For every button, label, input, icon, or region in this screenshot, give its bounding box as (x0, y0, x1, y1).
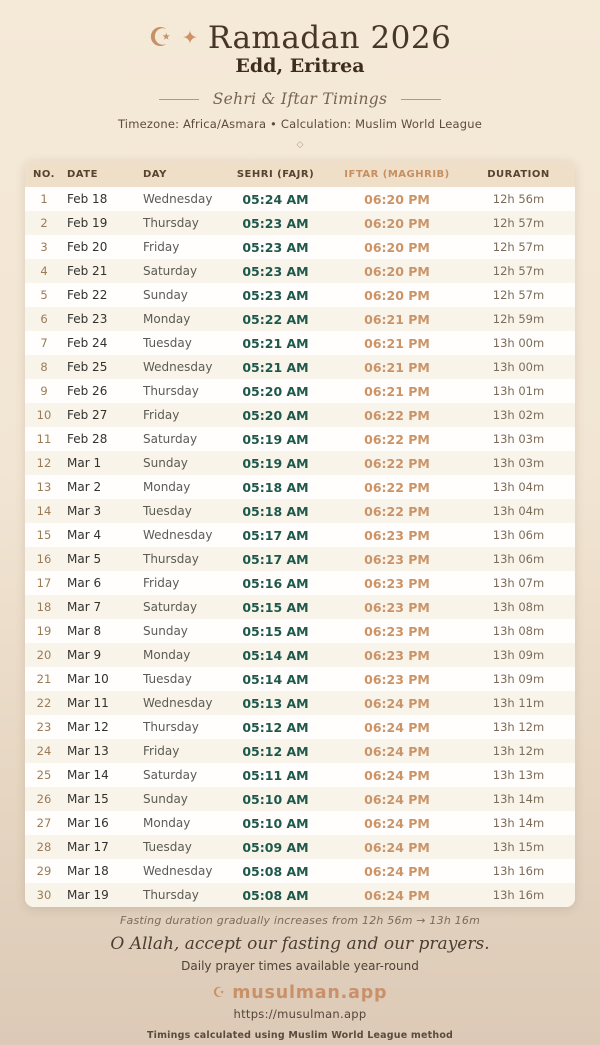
cell-date: Mar 19 (67, 888, 109, 902)
cell-no: 28 (36, 840, 52, 854)
cell-duration: 12h 57m (492, 264, 545, 278)
cell-sehri: 05:19 AM (242, 431, 309, 447)
cell-sehri: 05:21 AM (242, 335, 309, 351)
cell-day: Wednesday (143, 192, 213, 206)
cell-duration: 13h 14m (492, 816, 545, 830)
cell-iftar: 06:21 PM (364, 359, 430, 375)
cell-iftar: 06:24 PM (364, 743, 430, 759)
table-row (25, 835, 575, 859)
cell-day: Thursday (143, 384, 199, 398)
cell-date: Mar 8 (67, 624, 102, 638)
cell-duration: 13h 12m (492, 744, 545, 758)
table-row (25, 523, 575, 547)
cell-sehri: 05:18 AM (242, 503, 309, 519)
cell-no: 18 (36, 600, 52, 614)
cell-no: 24 (36, 744, 52, 758)
cell-date: Mar 5 (67, 552, 102, 566)
column-header-no: NO. (25, 161, 63, 187)
cell-duration: 13h 03m (492, 456, 545, 470)
cell-date: Mar 4 (67, 528, 102, 542)
title-row (0, 20, 600, 56)
cell-iftar: 06:22 PM (364, 431, 430, 447)
page-header (0, 0, 600, 150)
cell-iftar: 06:23 PM (364, 671, 430, 687)
cell-duration: 13h 08m (492, 600, 545, 614)
cell-duration: 13h 04m (492, 504, 545, 518)
table-row (25, 739, 575, 763)
cell-date: Mar 18 (67, 864, 109, 878)
cell-sehri: 05:17 AM (242, 527, 309, 543)
cell-date: Feb 24 (67, 336, 108, 350)
cell-day: Sunday (143, 624, 188, 638)
cell-duration: 13h 14m (492, 792, 545, 806)
cell-sehri: 05:24 AM (242, 191, 309, 207)
cell-day: Friday (143, 576, 180, 590)
cell-day: Monday (143, 312, 191, 326)
table-row (25, 187, 575, 211)
table-row (25, 403, 575, 427)
cell-day: Thursday (143, 552, 199, 566)
table-row (25, 811, 575, 835)
table-row (25, 643, 575, 667)
subtitle: Sehri & Iftar Timings (212, 90, 388, 108)
table-row (25, 619, 575, 643)
subtitle-row (0, 90, 600, 108)
cell-day: Monday (143, 648, 191, 662)
cell-day: Wednesday (143, 696, 213, 710)
cell-day: Thursday (143, 888, 199, 902)
cell-date: Mar 17 (67, 840, 109, 854)
cell-date: Mar 1 (67, 456, 102, 470)
column-header-duration: DURATION (462, 161, 575, 187)
cell-sehri: 05:20 AM (242, 407, 309, 423)
cell-day: Wednesday (143, 528, 213, 542)
cell-day: Saturday (143, 432, 198, 446)
cell-no: 25 (36, 768, 52, 782)
cell-sehri: 05:16 AM (242, 575, 309, 591)
cell-no: 12 (36, 456, 52, 470)
cell-sehri: 05:21 AM (242, 359, 309, 375)
cell-day: Friday (143, 240, 180, 254)
cell-no: 29 (36, 864, 52, 878)
cell-iftar: 06:23 PM (364, 551, 430, 567)
table-row (25, 451, 575, 475)
cell-day: Monday (143, 480, 191, 494)
column-header-iftar: IFTAR (MAGHRIB) (332, 161, 462, 187)
cell-date: Feb 27 (67, 408, 108, 422)
divider-line-left (159, 99, 199, 100)
table-row (25, 235, 575, 259)
table-row (25, 667, 575, 691)
cell-iftar: 06:24 PM (364, 815, 430, 831)
cell-no: 7 (40, 336, 48, 350)
cell-sehri: 05:08 AM (242, 863, 309, 879)
page-title: Ramadan 2026 (207, 20, 452, 56)
cell-sehri: 05:10 AM (242, 791, 309, 807)
cell-duration: 13h 00m (492, 336, 545, 350)
brand-link[interactable] (0, 983, 600, 1003)
cell-iftar: 06:21 PM (364, 311, 430, 327)
cell-duration: 12h 56m (492, 192, 545, 206)
cell-no: 6 (40, 312, 48, 326)
cell-date: Mar 7 (67, 600, 102, 614)
cell-iftar: 06:22 PM (364, 503, 430, 519)
table-row (25, 595, 575, 619)
cell-sehri: 05:17 AM (242, 551, 309, 567)
column-header-date: DATE (63, 161, 139, 187)
table-row (25, 715, 575, 739)
diamond-ornament-icon: ◇ (296, 140, 304, 150)
column-header-day: DAY (139, 161, 219, 187)
cell-day: Monday (143, 816, 191, 830)
cell-day: Sunday (143, 792, 188, 806)
cell-sehri: 05:13 AM (242, 695, 309, 711)
cell-duration: 13h 16m (492, 864, 545, 878)
cell-no: 8 (40, 360, 48, 374)
cell-day: Friday (143, 408, 180, 422)
cell-no: 26 (36, 792, 52, 806)
cell-duration: 13h 04m (492, 480, 545, 494)
table-row (25, 859, 575, 883)
cell-duration: 13h 11m (492, 696, 545, 710)
cell-sehri: 05:18 AM (242, 479, 309, 495)
brand-crescent-icon: ☪ (212, 985, 226, 1001)
cell-sehri: 05:14 AM (242, 671, 309, 687)
cell-duration: 13h 02m (492, 408, 545, 422)
cell-day: Wednesday (143, 360, 213, 374)
cell-duration: 13h 07m (492, 576, 545, 590)
cell-duration: 13h 00m (492, 360, 545, 374)
cell-day: Friday (143, 744, 180, 758)
page-footer (0, 914, 600, 1041)
cell-sehri: 05:11 AM (242, 767, 309, 783)
cell-no: 4 (40, 264, 48, 278)
cell-iftar: 06:23 PM (364, 647, 430, 663)
cell-sehri: 05:15 AM (242, 599, 309, 615)
cell-iftar: 06:20 PM (364, 263, 430, 279)
cell-iftar: 06:20 PM (364, 215, 430, 231)
cell-iftar: 06:24 PM (364, 887, 430, 903)
cell-date: Feb 22 (67, 288, 108, 302)
cell-sehri: 05:15 AM (242, 623, 309, 639)
daily-times-note: Daily prayer times available year-round (181, 959, 419, 973)
duration-trend-note: Fasting duration gradually increases from 12h 56m → 13h 16m (120, 914, 480, 927)
cell-day: Wednesday (143, 864, 213, 878)
cell-duration: 13h 13m (492, 768, 545, 782)
timetable-card (25, 161, 575, 907)
cell-date: Mar 12 (67, 720, 109, 734)
cell-date: Mar 14 (67, 768, 109, 782)
cell-iftar: 06:24 PM (364, 719, 430, 735)
cell-date: Feb 19 (67, 216, 108, 230)
table-row (25, 571, 575, 595)
sparkle-icon: ✦ (181, 26, 198, 49)
table-row (25, 787, 575, 811)
cell-date: Mar 6 (67, 576, 102, 590)
cell-iftar: 06:20 PM (364, 239, 430, 255)
cell-day: Tuesday (143, 336, 192, 350)
cell-duration: 13h 01m (492, 384, 545, 398)
table-row (25, 475, 575, 499)
cell-duration: 13h 12m (492, 720, 545, 734)
table-row (25, 283, 575, 307)
cell-duration: 13h 16m (492, 888, 545, 902)
cell-date: Mar 15 (67, 792, 109, 806)
cell-day: Sunday (143, 288, 188, 302)
cell-day: Tuesday (143, 504, 192, 518)
cell-no: 17 (36, 576, 52, 590)
cell-duration: 13h 08m (492, 624, 545, 638)
cell-duration: 12h 57m (492, 216, 545, 230)
column-header-sehri: SEHRI (FAJR) (219, 161, 332, 187)
table-header-row (25, 161, 575, 187)
table-row (25, 355, 575, 379)
cell-day: Saturday (143, 768, 198, 782)
table-row (25, 259, 575, 283)
cell-date: Mar 3 (67, 504, 102, 518)
cell-duration: 13h 09m (492, 648, 545, 662)
cell-no: 14 (36, 504, 52, 518)
table-row (25, 883, 575, 907)
cell-sehri: 05:23 AM (242, 263, 309, 279)
cell-sehri: 05:19 AM (242, 455, 309, 471)
table-row (25, 499, 575, 523)
cell-iftar: 06:24 PM (364, 863, 430, 879)
cell-date: Feb 23 (67, 312, 108, 326)
calculation-method-note: Timings calculated using Muslim World League method (146, 1030, 454, 1041)
cell-duration: 12h 57m (492, 240, 545, 254)
cell-no: 21 (36, 672, 52, 686)
cell-no: 23 (36, 720, 52, 734)
cell-sehri: 05:12 AM (242, 719, 309, 735)
table-row (25, 211, 575, 235)
cell-iftar: 06:22 PM (364, 407, 430, 423)
cell-sehri: 05:14 AM (242, 647, 309, 663)
table-row (25, 547, 575, 571)
table-row (25, 379, 575, 403)
cell-sehri: 05:08 AM (242, 887, 309, 903)
cell-date: Mar 2 (67, 480, 102, 494)
cell-iftar: 06:20 PM (364, 191, 430, 207)
cell-no: 5 (40, 288, 48, 302)
cell-day: Thursday (143, 720, 199, 734)
cell-day: Thursday (143, 216, 199, 230)
table-row (25, 427, 575, 451)
cell-iftar: 06:21 PM (364, 383, 430, 399)
table-header (25, 161, 575, 187)
cell-iftar: 06:23 PM (364, 599, 430, 615)
cell-iftar: 06:21 PM (364, 335, 430, 351)
cell-iftar: 06:22 PM (364, 455, 430, 471)
cell-date: Feb 25 (67, 360, 108, 374)
cell-sehri: 05:10 AM (242, 815, 309, 831)
cell-no: 19 (36, 624, 52, 638)
cell-day: Saturday (143, 264, 198, 278)
cell-iftar: 06:23 PM (364, 575, 430, 591)
cell-duration: 13h 06m (492, 528, 545, 542)
timezone-calculation-meta: Timezone: Africa/Asmara • Calculation: Muslim World League (117, 117, 483, 131)
cell-duration: 12h 59m (492, 312, 545, 326)
crescent-moon-icon: ☪ (148, 23, 172, 53)
cell-day: Sunday (143, 456, 188, 470)
cell-no: 10 (36, 408, 52, 422)
cell-no: 20 (36, 648, 52, 662)
cell-day: Tuesday (143, 672, 192, 686)
cell-date: Feb 20 (67, 240, 108, 254)
cell-iftar: 06:24 PM (364, 767, 430, 783)
cell-no: 2 (40, 216, 48, 230)
cell-no: 27 (36, 816, 52, 830)
cell-date: Feb 18 (67, 192, 108, 206)
cell-date: Feb 26 (67, 384, 108, 398)
cell-sehri: 05:20 AM (242, 383, 309, 399)
divider-line-right (401, 99, 441, 100)
timings-table (25, 161, 575, 907)
table-row (25, 331, 575, 355)
cell-sehri: 05:23 AM (242, 215, 309, 231)
cell-date: Mar 13 (67, 744, 109, 758)
table-row (25, 763, 575, 787)
cell-sehri: 05:23 AM (242, 287, 309, 303)
brand-name: musulman.app (232, 983, 388, 1003)
cell-date: Mar 9 (67, 648, 102, 662)
cell-no: 3 (40, 240, 48, 254)
dua-quote: O Allah, accept our fasting and our prayers. (110, 934, 490, 954)
cell-iftar: 06:23 PM (364, 527, 430, 543)
cell-no: 16 (36, 552, 52, 566)
cell-no: 22 (36, 696, 52, 710)
cell-duration: 13h 06m (492, 552, 545, 566)
cell-date: Mar 16 (67, 816, 109, 830)
cell-duration: 13h 03m (492, 432, 545, 446)
cell-iftar: 06:24 PM (364, 791, 430, 807)
cell-duration: 13h 09m (492, 672, 545, 686)
cell-iftar: 06:22 PM (364, 479, 430, 495)
table-row (25, 307, 575, 331)
cell-iftar: 06:20 PM (364, 287, 430, 303)
cell-no: 30 (36, 888, 52, 902)
cell-iftar: 06:23 PM (364, 623, 430, 639)
location-label: Edd, Eritrea (235, 55, 365, 77)
cell-iftar: 06:24 PM (364, 839, 430, 855)
cell-sehri: 05:12 AM (242, 743, 309, 759)
cell-date: Feb 21 (67, 264, 108, 278)
cell-no: 13 (36, 480, 52, 494)
cell-sehri: 05:22 AM (242, 311, 309, 327)
cell-duration: 13h 15m (492, 840, 545, 854)
cell-no: 15 (36, 528, 52, 542)
cell-no: 11 (36, 432, 52, 446)
cell-sehri: 05:09 AM (242, 839, 309, 855)
cell-duration: 12h 57m (492, 288, 545, 302)
cell-date: Mar 11 (67, 696, 109, 710)
table-body (25, 187, 575, 907)
cell-day: Tuesday (143, 840, 192, 854)
cell-sehri: 05:23 AM (242, 239, 309, 255)
cell-no: 9 (40, 384, 48, 398)
cell-date: Mar 10 (67, 672, 109, 686)
cell-day: Saturday (143, 600, 198, 614)
table-row (25, 691, 575, 715)
cell-date: Feb 28 (67, 432, 108, 446)
brand-url-link[interactable]: https://musulman.app (233, 1007, 367, 1021)
cell-iftar: 06:24 PM (364, 695, 430, 711)
cell-no: 1 (40, 192, 48, 206)
